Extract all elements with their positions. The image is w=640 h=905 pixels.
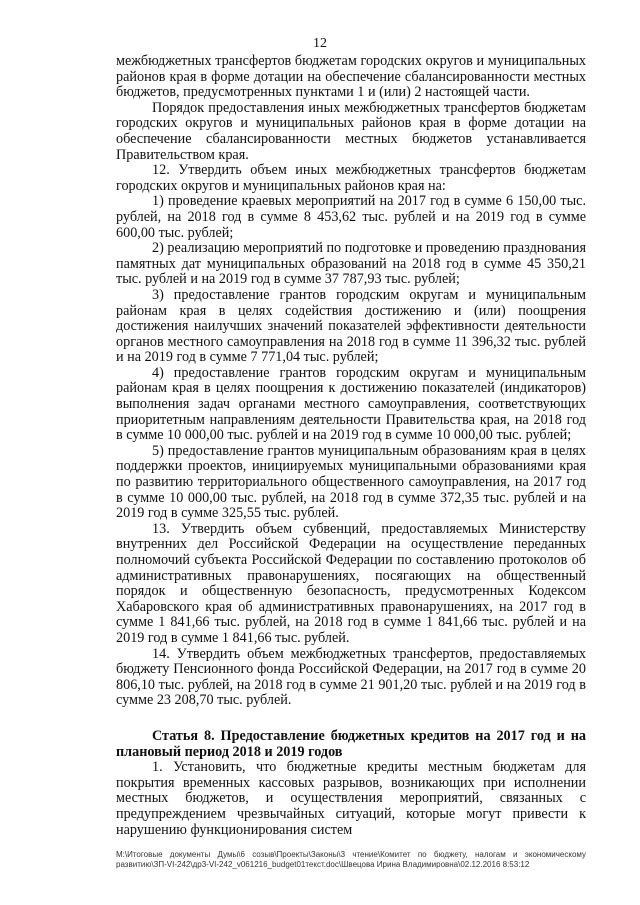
file-path-footer: M:\Итоговые документы Думы\6 созыв\Проекты\Законы\3 чтение\Комитет по бюджету, налогам и экономическому развитию\ЗП-VI-242\др3-VI-242_v061216_budget01текст.doc\Швецова Ирина Владимировна\02.12.2016 8:53:12	[116, 850, 586, 869]
paragraph-continuation: межбюджетных трансфертов бюджетам городских округов и муниципальных районов края в форме дотации на обеспечение сбалансированности местных бюджетов, предусмотренных пунктами 1 и (или) 2 настоящей части.	[116, 53, 586, 101]
page-number: 12	[313, 36, 327, 51]
paragraph-item-13: 13. Утвердить объем субвенций, предоставляемых Министерству внутренних дел Российской Федерации на осуществление переданных полномочий субъекта Российской Федерации по составлению протоколов об административных правонарушениях, посягающих на общественный порядок и общественную безопасность, предусмотренных Кодексом Хабаровского края об административных правонарушениях, на 2017 год в сумме 1 841,66 тыс. рублей, на 2018 год в сумме 1 841,66 тыс. рублей и на 2019 год в сумме 1 841,66 тыс. рублей.	[116, 520, 586, 646]
article-heading: Статья 8. Предоставление бюджетных кредитов на 2017 год и на плановый период 2018 и 2019 годов	[116, 727, 586, 760]
document-body	[116, 54, 586, 838]
article-paragraph-1: 1. Установить, что бюджетные кредиты местным бюджетам для покрытия временных кассовых разрывов, возникающих при исполнении местных бюджетов, и осуществления мероприятий, связанных с предупреждением чрезвычайных ситуаций, которые могут привести к нарушению функционирования систем	[116, 759, 586, 838]
paragraph-subitem-2: 2) реализацию мероприятий по подготовке и проведению празднования памятных дат муниципальных образований на 2018 год в сумме 45 350,21 тыс. рублей и на 2019 год в сумме 37 787,93 тыс. рублей;	[116, 240, 586, 288]
paragraph-item-14: 14. Утвердить объем межбюджетных трансфертов, предоставляемых бюджету Пенсионного фонда Российской Федерации, на 2017 год в сумме 20 806,10 тыс. рублей, на 2018 год в сумме 21 901,20 тыс. рублей и на 2019 год в сумме 23 208,70 тыс. рублей.	[116, 645, 586, 709]
paragraph-procedure: Порядок предоставления иных межбюджетных трансфертов бюджетам городских округов и муниципальных районов края в форме дотации на обеспечение сбалансированности местных бюджетов устанавливается Правительством края.	[116, 99, 586, 163]
paragraph-subitem-3: 3) предоставление грантов городским округам и муниципальным районам края в целях содействия достижению и (или) поощрения достижения наилучших значений показателей эффективности деятельности органов местного самоуправления на 2018 год в сумме 11 396,32 тыс. рублей и на 2019 год в сумме 7 771,04 тыс. рублей;	[116, 286, 586, 366]
paragraph-item-12: 12. Утвердить объем иных межбюджетных трансфертов бюджетам городских округов и муниципальных районов края на:	[116, 162, 586, 194]
paragraph-subitem-5: 5) предоставление грантов муниципальным образованиям края в целях поддержки проектов, инициируемых муниципальными образованиями края по развитию территориального общественного самоуправления, на 2017 год в сумме 10 000,00 тыс. рублей, на 2018 год в сумме 372,35 тыс. рублей и на 2019 год в сумме 325,55 тыс. рублей.	[116, 442, 586, 522]
paragraph-subitem-4: 4) предоставление грантов городским округам и муниципальным районам края в целях поощрения к достижению показателей (индикаторов) выполнения задач органами местного самоуправления, соответствующих приоритетным направлениям деятельности Правительства края, на 2018 год в сумме 10 000,00 тыс. рублей и на 2019 год в сумме 10 000,00 тыс. рублей;	[116, 364, 586, 444]
paragraph-subitem-1: 1) проведение краевых мероприятий на 2017 год в сумме 6 150,00 тыс. рублей, на 2018 год в сумме 8 453,62 тыс. рублей и на 2019 год в сумме 600,00 тыс. рублей;	[116, 193, 586, 241]
